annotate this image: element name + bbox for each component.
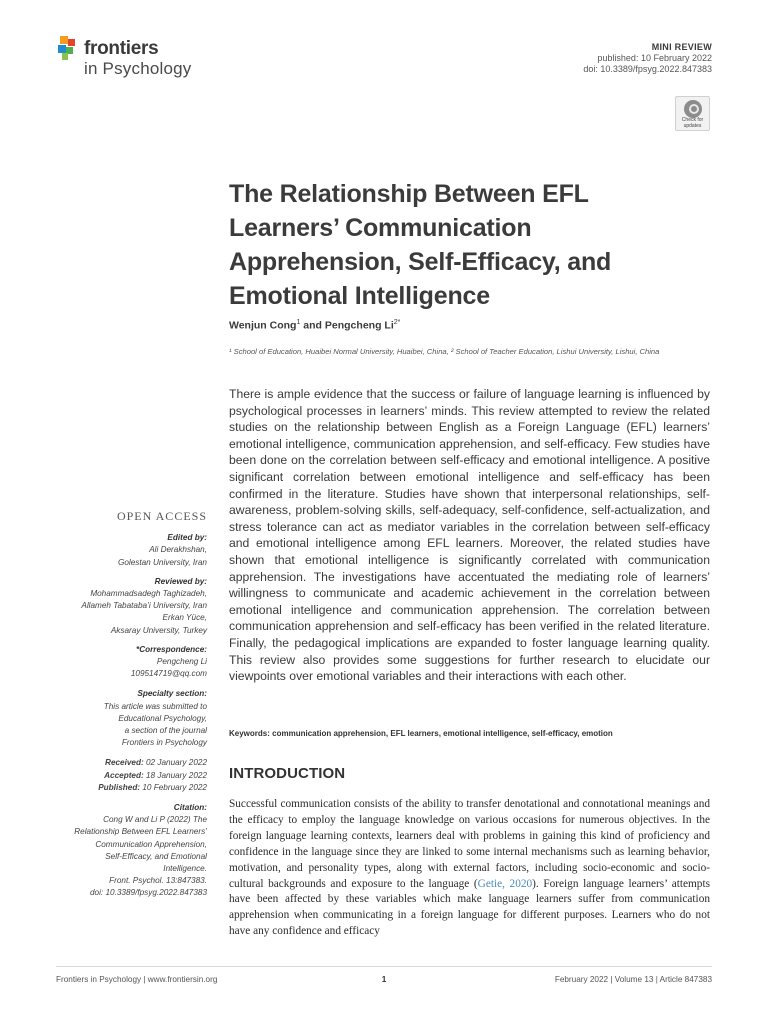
article-meta <box>583 42 712 75</box>
citation-line: Communication Apprehension, <box>95 839 207 849</box>
citation-link[interactable]: Getie, 2020 <box>477 877 533 890</box>
journal-name-line2: in Psychology <box>84 59 192 78</box>
correspondence-name: Pengcheng Li <box>156 657 207 667</box>
footer-article-info: February 2022 | Volume 13 | Article 847383 <box>554 975 712 984</box>
specialty-line: Frontiers in Psychology <box>121 738 207 748</box>
journal-name-line1: frontiers <box>84 38 159 59</box>
citation-line: Relationship Between EFL Learners’ <box>74 827 207 837</box>
authors <box>229 319 400 332</box>
frontiers-logo-icon <box>56 34 80 62</box>
accepted-date: 18 January 2022 <box>143 770 207 780</box>
published-date: published: 10 February 2022 <box>597 53 712 63</box>
author-1[interactable]: Wenjun Cong <box>229 319 297 332</box>
author-1-affiliation: 1 <box>296 319 301 326</box>
specialty-line: a section of the journal <box>124 726 207 736</box>
specialty-line: This article was submitted to <box>103 701 207 711</box>
check-badge-label: Check for updates <box>681 117 704 129</box>
received-label: Received: <box>105 758 144 768</box>
keywords-label: Keywords: <box>229 729 270 738</box>
author-and: and <box>300 319 325 332</box>
check-for-updates-badge[interactable] <box>675 96 710 131</box>
article-dates <box>52 757 207 794</box>
specialty-line: Educational Psychology, <box>118 713 207 723</box>
keywords-list: communication apprehension, EFL learners, emotional intelligence, self-efficacy, emotion <box>269 729 613 738</box>
check-updates-icon <box>684 100 702 118</box>
affiliations: ¹ School of Education, Huaibei Normal University, Huaibei, China, ² School of Teacher Education, Lishui University, Lishui, China <box>229 347 660 356</box>
editor-line: Golestan University, Iran <box>117 557 207 567</box>
citation-doi[interactable]: doi: 10.3389/fpsyg.2022.847383 <box>90 888 207 898</box>
editor-line[interactable]: Ali Derakhshan, <box>149 545 207 555</box>
doi[interactable]: doi: 10.3389/fpsyg.2022.847383 <box>583 64 712 74</box>
article-sidebar <box>52 510 207 900</box>
reviewer-line: Allameh Tabataba’i University, Iran <box>81 601 207 611</box>
article-title: The Relationship Between EFL Learners’ Communication Apprehension, Self-Efficacy, and Emotional Intelligence <box>229 180 612 310</box>
citation-line: Cong W and Li P (2022) The <box>103 815 207 825</box>
page-number: 1 <box>381 975 387 984</box>
section-title-introduction: INTRODUCTION <box>229 765 346 782</box>
open-access-label: OPEN ACCESS <box>116 509 207 523</box>
reviewer-line[interactable]: Erkan Yüce, <box>162 613 207 623</box>
article-type: MINI REVIEW <box>651 42 712 52</box>
accepted-label: Accepted: <box>104 770 144 780</box>
keywords <box>229 729 613 738</box>
published-date-sidebar: 10 February 2022 <box>140 782 207 792</box>
specialty-section-label: Specialty section: <box>137 689 207 699</box>
citation-line: Front. Psychol. 13:847383. <box>109 876 207 886</box>
journal-logo[interactable] <box>56 34 206 80</box>
correspondence-label: *Correspondence: <box>136 644 207 654</box>
footer-journal-link[interactable]: Frontiers in Psychology | www.frontiersin.org <box>56 975 218 984</box>
author-2[interactable]: Pengcheng Li <box>324 319 394 332</box>
page-footer <box>56 966 712 986</box>
reviewed-by-label: Reviewed by: <box>154 576 207 586</box>
abstract: There is ample evidence that the success or failure of language learning is influenced by psychological processes in learners’ minds. This review attempted to review the related studies on the relationship between English as a Foreign Language (EFL) learners’ emotional intelligence, communication apprehension, and self-efficacy. Few studies have been done on the correlation between self-efficacy and emotional intelligence. A positive significant correlation between emotional intelligence and self-efficacy has been confirmed in the literature. Studies have shown that interpersonal relationships, self-awareness, problem-solving skills, self-adequacy, self-confidence, self-actualization, and stress tolerance can act as mediator variables in the correlation between self-efficacy and emotional intelligence among EFL learners. Moreover, the related studies have shown that emotional intelligence is significantly correlated with communication apprehension. The investigations have accentuated the mediating role of learners’ willingness to communicate and academic achievement in the correlation between emotional intelligence and communication apprehension. The correlation between communication apprehension and self-efficacy has been verified in the related literature. Finally, the pedagogical implications are expanded to foster language learning quality. This review also provides some suggestions for further research to elucidate our viewpoints over emotional variables and their interactions with each other. <box>229 387 710 684</box>
citation-line: Intelligence. <box>163 864 207 874</box>
edited-by-label: Edited by: <box>167 533 207 543</box>
reviewer-line: Aksaray University, Turkey <box>110 625 207 635</box>
reviewer-line[interactable]: Mohammadsadegh Taghizadeh, <box>90 589 207 599</box>
published-label: Published: <box>98 782 141 792</box>
author-2-affiliation: 2* <box>393 319 401 326</box>
intro-text-1: Successful communication consists of the ability to transfer denotational and connotational meanings and the efficacy to employ the language knowledge on various occasions for numerous objectives. In the foreign language learning contexts, learners deal with problems in gaining this kind of proficiency and confidence in the language since they are linked to some internal mechanisms such as learning behavior, motivation, and personality types, along with external factors, including socio-economic and socio-cultural backgrounds and exposure to the language ( <box>229 798 710 890</box>
received-date: 02 January 2022 <box>143 758 207 768</box>
introduction-paragraph <box>229 797 710 940</box>
citation-line: Self-Efficacy, and Emotional <box>105 851 207 861</box>
correspondence-email[interactable]: 109514719@qq.com <box>130 669 207 679</box>
citation-label: Citation: <box>173 803 207 813</box>
intro-text-2: ). Foreign language learners’ attempts have been affected by these variables which make language learners suffer from communication apprehension when communicating in a foreign language for different purposes. Learners who do not have any confidence and efficacy <box>229 877 710 938</box>
